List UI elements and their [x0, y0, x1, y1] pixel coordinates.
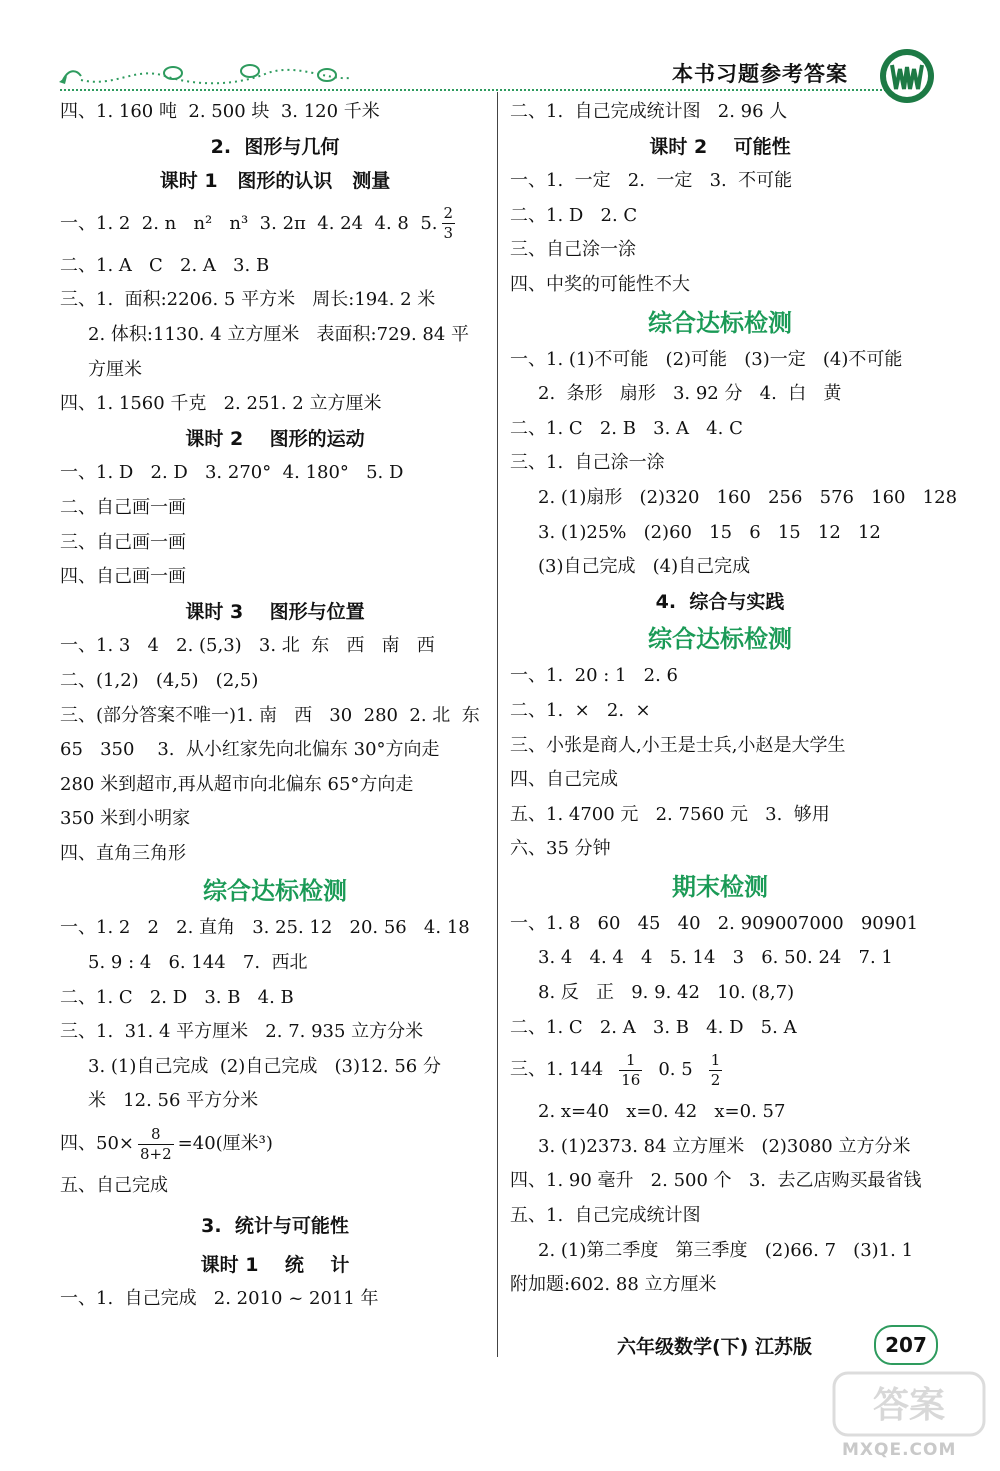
answer-line: 2. 体积:1130. 4 立方厘米 表面积:729. 84 平	[88, 323, 470, 345]
answer-line: 一、1. 2 2 2. 直角 3. 25. 12 20. 56 4. 18	[60, 917, 470, 939]
fraction-denominator: 8+2	[140, 1144, 172, 1163]
answer-line: 二、(1,2) (4,5) (2,5)	[60, 669, 259, 691]
column-divider	[497, 92, 498, 1357]
answer-line: 六、35 分钟	[510, 838, 611, 860]
answer-line: 一、1. D 2. D 3. 270° 4. 180° 5. D	[60, 462, 404, 484]
answer-line: 四、1. 160 吨 2. 500 块 3. 120 千米	[60, 101, 380, 122]
answer-line	[510, 1045, 930, 1095]
fraction	[619, 1051, 642, 1090]
section-heading: 2. 图形与几何	[210, 135, 340, 158]
answer-line: 三、(部分答案不唯一)1. 南 西 30 280 2. 北 东	[60, 704, 480, 726]
test-heading: 期末检测	[672, 872, 768, 901]
answer-line: 四、直角三角形	[60, 842, 186, 864]
lesson-heading: 课时 2 可能性	[649, 135, 791, 158]
header-rule	[60, 89, 890, 91]
answer-line: 2. (1)第二季度 第三季度 (2)66. 7 (3)1. 1	[538, 1239, 914, 1261]
fraction-denominator: 2	[710, 1070, 721, 1089]
fraction	[138, 1125, 174, 1164]
answer-line: 四、自己画一画	[60, 566, 186, 588]
answer-line: 65 350 3. 从小红家先向北偏东 30°方向走	[60, 739, 440, 761]
answer-line: 3. (1)自己完成 (2)自己完成 (3)12. 56 分	[88, 1055, 441, 1077]
answer-line: 三、1. 面积:2206. 5 平方米 周长:194. 2 米	[60, 289, 436, 311]
book-title-footer: 六年级数学(下) 江苏版	[617, 1336, 812, 1358]
answer-text: 一、1. 2 2. n n² n³ 3. 2π 4. 24 4. 8 5.	[60, 212, 438, 234]
answer-line: 5. 9 : 4 6. 144 7. 西北	[88, 952, 308, 974]
answer-line: 二、1. 自己完成统计图 2. 96 人	[510, 101, 788, 122]
lesson-heading: 课时 1 统 计	[200, 1253, 350, 1276]
test-heading: 综合达标检测	[648, 308, 792, 337]
answer-line: 四、自己完成	[510, 769, 618, 791]
fraction-denominator: 3	[443, 224, 454, 243]
answer-line: 二、1. C 2. B 3. A 4. C	[510, 417, 743, 439]
answer-line: 四、中奖的可能性不大	[510, 273, 690, 295]
answer-line: 350 米到小明家	[60, 808, 191, 830]
answer-line: 五、1. 4700 元 2. 7560 元 3. 够用	[510, 803, 830, 825]
answer-line: 三、自己涂一涂	[510, 239, 636, 261]
fraction	[709, 1051, 723, 1090]
answer-line: 四、1. 1560 千克 2. 251. 2 立方厘米	[60, 393, 382, 415]
answer-line: 四、1. 90 毫升 2. 500 个 3. 去乙店购买最省钱	[510, 1170, 922, 1192]
decorative-swirl-icon	[55, 58, 355, 88]
test-heading: 综合达标检测	[203, 877, 347, 906]
answer-line: 2. 条形 扇形 3. 92 分 4. 白 黄	[538, 383, 842, 405]
fraction-numerator: 2	[443, 204, 454, 223]
answer-line	[60, 1119, 490, 1169]
answer-line: (3)自己完成 (4)自己完成	[538, 556, 751, 578]
answer-line: 3. (1)25% (2)60 15 6 15 12 12	[538, 521, 881, 543]
answer-line: 一、1. 一定 2. 一定 3. 不可能	[510, 170, 793, 192]
answer-line: 三、小张是商人,小王是士兵,小赵是大学生	[510, 734, 846, 756]
answer-line: 五、1. 自己完成统计图	[510, 1205, 701, 1227]
answer-line: 三、自己画一画	[60, 531, 186, 553]
answer-line: 五、自己完成	[60, 1175, 168, 1197]
page-header	[0, 0, 1000, 110]
answer-line: 米 12. 56 平方分米	[88, 1090, 259, 1112]
fraction-numerator: 8	[138, 1125, 174, 1145]
answer-line	[60, 199, 490, 249]
answer-text: =40(厘米³)	[177, 1133, 273, 1155]
answer-line: 2. (1)扇形 (2)320 160 256 576 160 128	[538, 486, 958, 508]
lesson-heading: 课时 3 图形与位置	[185, 600, 365, 623]
fraction-numerator: 1	[710, 1050, 721, 1069]
lesson-heading: 课时 2 图形的运动	[185, 427, 365, 450]
answer-line: 一、1. 3 4 2. (5,3) 3. 北 东 西 南 西	[60, 635, 435, 657]
right-column	[510, 95, 958, 1303]
fraction-numerator: 1	[619, 1051, 642, 1071]
answer-text: 0. 5	[658, 1059, 693, 1081]
answer-line: 附加题:602. 88 立方厘米	[510, 1274, 717, 1296]
answer-line: 二、自己画一画	[60, 496, 186, 518]
answer-line: 8. 反 正 9. 9. 42 10. (8,7)	[538, 982, 795, 1004]
section-heading: 3. 统计与可能性	[201, 1214, 349, 1237]
section-heading: 4. 综合与实践	[655, 590, 785, 613]
answer-line: 3. (1)2373. 84 立方厘米 (2)3080 立方分米	[538, 1135, 911, 1157]
answer-text: 三、1. 144	[510, 1059, 604, 1081]
left-column	[60, 95, 490, 1317]
answer-text: 四、50×	[60, 1133, 134, 1155]
fraction	[442, 204, 456, 243]
answer-line: 方厘米	[88, 358, 142, 380]
answer-line: 2. x=40 x=0. 42 x=0. 57	[538, 1101, 786, 1123]
test-heading: 综合达标检测	[648, 625, 792, 654]
answer-line: 三、1. 31. 4 平方厘米 2. 7. 935 立方分米	[60, 1021, 424, 1043]
fraction-denominator: 16	[621, 1070, 641, 1089]
answer-line: 一、1. 20 : 1 2. 6	[510, 665, 678, 687]
answer-line: 一、1. 自己完成 2. 2010 ~ 2011 年	[60, 1288, 379, 1310]
page-number: 207	[874, 1325, 938, 1365]
answer-line: 二、1. C 2. A 3. B 4. D 5. A	[510, 1016, 797, 1038]
answer-line: 二、1. D 2. C	[510, 204, 638, 226]
answer-line: 二、1. × 2. ×	[510, 699, 651, 721]
answer-line: 二、1. A C 2. A 3. B	[60, 254, 270, 276]
answer-line: 一、1. (1)不可能 (2)可能 (3)一定 (4)不可能	[510, 348, 903, 370]
page-header-title: 本书习题参考答案	[672, 62, 848, 86]
svg-text:答案: 答案	[872, 1385, 946, 1426]
watermark-text: MXQE.COM	[842, 1440, 957, 1460]
answer-line: 一、1. 8 60 45 40 2. 909007000 90901	[510, 912, 919, 934]
answer-line: 二、1. C 2. D 3. B 4. B	[60, 986, 294, 1008]
answer-line: 280 米到超市,再从超市向北偏东 65°方向走	[60, 773, 414, 795]
answer-line: 3. 4 4. 4 4 5. 14 3 6. 50. 24 7. 1	[538, 947, 893, 969]
answer-line: 三、1. 自己涂一涂	[510, 452, 665, 474]
lesson-heading: 课时 1 图形的认识 测量	[159, 170, 391, 193]
